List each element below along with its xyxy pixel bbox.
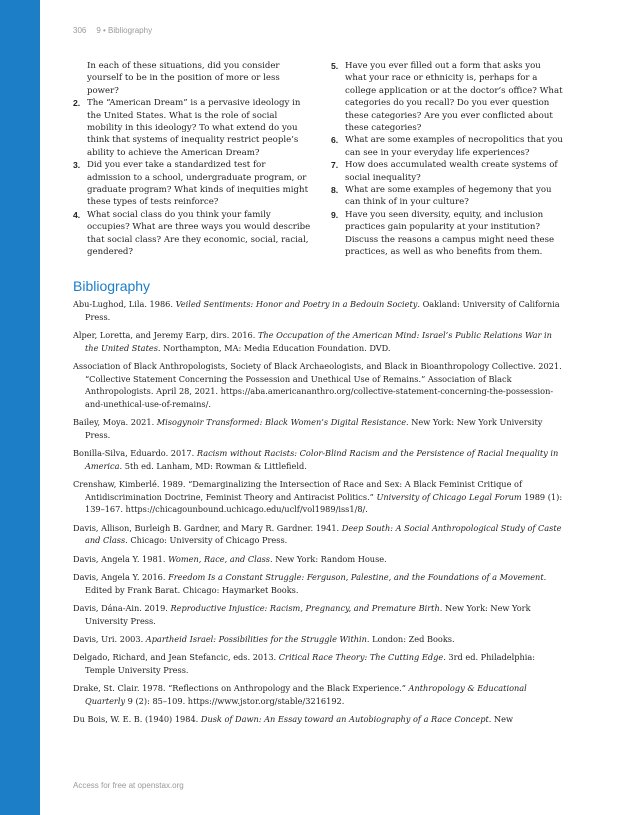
question-number: 6. [331, 135, 339, 146]
question-item [331, 60, 563, 134]
page-number: 306 [73, 26, 87, 35]
bibliography-entry: Du Bois, W. E. B. (1940) 1984. Dusk of Dawn: An Essay toward an Autobiography of a Race Concept. New [73, 714, 513, 725]
question-text: The “American Dream” is a pervasive ideology in the United States. What is the role of social mobility in this ideology? To what extend do you think that systems of inequality restrict people’s ability to achieve the American Dream? [87, 98, 301, 158]
question-number: 8. [331, 185, 339, 196]
chapter-label: 9 • Bibliography [96, 26, 153, 35]
bibliography-entry: Bailey, Moya. 2021. Misogynoir Transformed: Black Women’s Digital Resistance. New York: New York University Press. [73, 417, 543, 440]
question-number: 7. [331, 160, 339, 171]
bibliography-entry: Bonilla-Silva, Eduardo. 2017. Racism without Racists: Color-Blind Racism and the Persistence of Racial Inequality in America. 5th ed. Lanham, MD: Rowman & Littlefield. [73, 448, 559, 471]
bibliography-entry: Davis, Angela Y. 1981. Women, Race, and Class. New York: Random House. [73, 553, 387, 564]
questions-left-column [73, 60, 311, 259]
bibliography-heading: Bibliography [73, 278, 151, 294]
bibliography-entry: Davis, Dána-Ain. 2019. Reproductive Injustice: Racism, Pregnancy, and Premature Birth. New York: New York University Press. [73, 603, 531, 626]
discussion-questions [73, 60, 563, 259]
bibliography-entry: Alper, Loretta, and Jeremy Earp, dirs. 2016. The Occupation of the American Mind: Israel’s Public Relations War in the United States. Northampton, MA: Media Education Foundation. DVD. [73, 329, 552, 353]
bibliography-entry: Abu-Lughod, Lila. 1986. Veiled Sentiments: Honor and Poetry in a Bedouin Society. Oakland: University of California Press. [73, 299, 560, 322]
question-text: What are some examples of hegemony that you can think of in your culture? [345, 185, 552, 208]
bibliography-entry: Davis, Allison, Burleigh B. Gardner, and Mary R. Gardner. 1941. Deep South: A Social Anthropological Study of Caste and Class. Chicago: University of Chicago Press. [73, 522, 562, 546]
bibliography-entry: Drake, St. Clair. 1978. “Reflections on Anthropology and the Black Experience.” Anthropology & Educational Quarterly 9 (2): 85–109. https://www.jstor.org/stable/3216192. [73, 683, 527, 706]
question-item [73, 97, 311, 159]
question-item [331, 134, 563, 159]
question-number: 4. [73, 209, 81, 220]
bibliography-entry: Crenshaw, Kimberlé. 1989. “Demarginalizing the Intersection of Race and Sex: A Black Feminist Critique of Antidiscrimination Doctrine, Feminist Theory and Antiracist Politics.” University of Chicago Legal Forum 1989 (1): 139–167. https://chicagounbound.uchicago.edu/uclf/vol1989/iss1/8/. [73, 479, 563, 515]
question-text: What social class do you think your family occupies? What are three ways you would describe that social class? Are they economic, social, racial, gendered? [87, 209, 311, 258]
question-continuation: In each of these situations, did you consider yourself to be in the position of more or less power? [87, 61, 280, 96]
sidebar-color-band [0, 0, 40, 815]
question-item [331, 184, 563, 209]
bibliography-entry: Davis, Angela Y. 2016. Freedom Is a Constant Struggle: Ferguson, Palestine, and the Foundations of a Movement. Edited by Frank Barat. Chicago: Haymarket Books. [73, 572, 547, 595]
questions-right-column [331, 60, 563, 259]
footer-link[interactable]: Access for free at openstax.org [73, 781, 184, 790]
bibliography-list [73, 298, 565, 732]
question-text: What are some examples of necropolitics that you can see in your everyday life experiences? [345, 135, 563, 158]
question-item [331, 209, 563, 259]
running-head [73, 26, 152, 35]
question-number: 9. [331, 209, 339, 220]
bibliography-entry: Association of Black Anthropologists, Society of Black Archaeologists, and Black in Bioanthropology Collective. 2021. “Collective Statement Concerning the Possession and Unethical Use of Remains.” Association of Black Anthropologists. April 28, 2021. https://aba.americananthro.org/collective-statement-concerning-the-possession-and-unethical-use-of-remains/. [73, 360, 562, 409]
question-text: Did you ever take a standardized test for admission to a school, undergraduate program, or graduate program? What kinds of inequities might these types of tests reinforce? [87, 160, 309, 208]
question-number: 3. [73, 160, 81, 171]
question-number: 5. [331, 61, 339, 71]
question-number: 2. [73, 98, 81, 109]
question-text: Have you seen diversity, equity, and inclusion practices gain popularity at your institution? Discuss the reasons a campus might need these practices, as well as who benefits from them. [345, 209, 555, 258]
question-item [73, 209, 311, 259]
question-text: Have you ever filled out a form that asks you what your race or ethnicity is, perhaps for a college application or at the doctor’s office? What categories do you recall? Do you ever question these categories? Are you ever conflicted about these categories? [345, 61, 563, 134]
bibliography-entry: Delgado, Richard, and Jean Stefancic, eds. 2013. Critical Race Theory: The Cutting Edge. 3rd ed. Philadelphia: Temple University Press. [73, 652, 536, 676]
bibliography-entry: Davis, Uri. 2003. Apartheid Israel: Possibilities for the Struggle Within. London: Zed Books. [73, 634, 455, 645]
question-text: How does accumulated wealth create systems of social inequality? [345, 160, 558, 183]
question-item [331, 159, 563, 184]
question-item [73, 159, 311, 209]
